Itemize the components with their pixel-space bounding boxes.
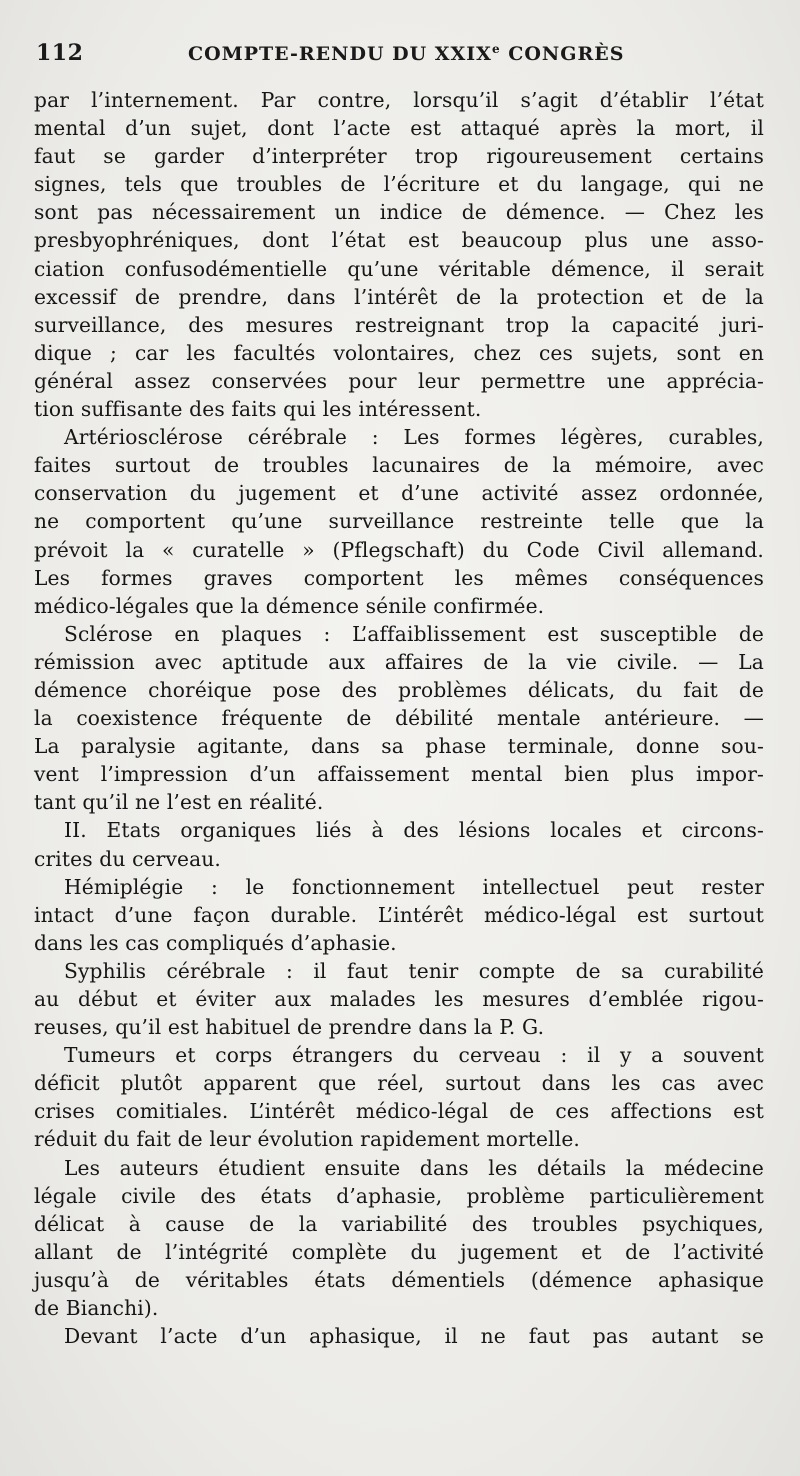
text-line: de Bianchi).: [34, 1296, 159, 1321]
text-line: ne comportent qu’une surveillance restreinte telle que la: [34, 509, 764, 534]
text-line: sont pas nécessairement un indice de démence. — Chez les: [34, 200, 764, 225]
text-line: faites surtout de troubles lacunaires de la mémoire, avec: [34, 453, 764, 478]
text-line: allant de l’intégrité complète du jugement et de l’activité: [34, 1239, 764, 1264]
text-line: Sclérose en plaques : L’affaiblissement est susceptible de: [64, 621, 764, 646]
text-line: crites du cerveau.: [34, 846, 221, 871]
text-line: Tumeurs et corps étrangers du cerveau : il y a souvent: [64, 1043, 764, 1068]
text-line: rémission avec aptitude aux affaires de la vie civile. — La: [34, 649, 764, 674]
text-line: par l’internement. Par contre, lorsqu’il s’agit d’établir l’état: [34, 88, 764, 112]
text-line: Les auteurs étudient ensuite dans les détails la médecine: [64, 1155, 764, 1180]
running-head: [36, 40, 760, 74]
text-line: au début et éviter aux malades les mesures d’emblée rigou-: [34, 987, 764, 1011]
text-line: presbyophréniques, dont l’état est beaucoup plus une asso-: [34, 228, 764, 253]
text-line: conservation du jugement et d’une activité assez ordonnée,: [34, 481, 764, 506]
text-line: Hémiplégie : le fonctionnement intellectuel peut rester: [64, 874, 764, 899]
text-line: tant qu’il ne l’est en réalité.: [34, 790, 324, 815]
text-line: général assez conservées pour leur permettre une apprécia-: [34, 368, 764, 393]
page-number: 112: [36, 40, 84, 66]
text-line: délicat à cause de la variabilité des troubles psychiques,: [34, 1211, 764, 1236]
text-line: réduit du fait de leur évolution rapidement mortelle.: [34, 1127, 580, 1152]
text-line: faut se garder d’interpréter trop rigoureusement certains: [34, 144, 764, 169]
text-line: ciation confusodémentielle qu’une véritable démence, il serait: [34, 256, 764, 281]
text-line: Les formes graves comportent les mêmes conséquences: [34, 565, 764, 590]
running-title: [188, 42, 624, 65]
text-line: excessif de prendre, dans l’intérêt de la protection et de la: [34, 284, 764, 309]
text-line: légale civile des états d’aphasie, problème particulièrement: [34, 1183, 764, 1208]
text-line: mental d’un sujet, dont l’acte est attaqué après la mort, il: [34, 116, 764, 141]
text-line: prévoit la « curatelle » (Pflegschaft) du Code Civil allemand.: [34, 537, 764, 562]
text-line: La paralysie agitante, dans sa phase terminale, donne sou-: [34, 734, 764, 759]
text-line: dans les cas compliqués d’aphasie.: [34, 930, 397, 955]
text-line: crises comitiales. L’intérêt médico-légal de ces affections est: [34, 1099, 764, 1124]
text-line: Devant l’acte d’un aphasique, il ne faut pas autant se: [64, 1324, 764, 1349]
text-line: II. Etats organiques liés à des lésions locales et circons-: [64, 818, 764, 843]
text-line: signes, tels que troubles de l’écriture et du langage, qui ne: [34, 172, 764, 197]
text-line: la coexistence fréquente de débilité mentale antérieure. —: [34, 706, 764, 731]
running-title-main: COMPTE-RENDU DU XXIX: [188, 43, 492, 65]
text-line: médico-légales que la démence sénile confirmée.: [34, 593, 545, 618]
text-line: tion suffisante des faits qui les intéressent.: [34, 397, 482, 422]
text-line: démence choréique pose des problèmes délicats, du fait de: [34, 677, 764, 702]
text-line: Syphilis cérébrale : il faut tenir compte de sa curabilité: [64, 958, 764, 983]
text-line: déficit plutôt apparent que réel, surtout dans les cas avec: [34, 1071, 764, 1096]
text-line: reuses, qu’il est habituel de prendre dans la P. G.: [34, 1015, 545, 1040]
text-line: dique ; car les facultés volontaires, chez ces sujets, sont en: [34, 340, 764, 365]
text-line: Artériosclérose cérébrale : Les formes légères, curables,: [64, 425, 764, 450]
text-line: jusqu’à de véritables états démentiels (démence aphasique: [34, 1267, 764, 1292]
running-title-end: CONGRÈS: [500, 43, 625, 65]
running-title-superscript: e: [491, 42, 501, 56]
body-text: [34, 86, 764, 1350]
text-line: surveillance, des mesures restreignant trop la capacité juri-: [34, 312, 764, 337]
text-line: intact d’une façon durable. L’intérêt médico-légal est surtout: [34, 902, 764, 927]
text-line: vent l’impression d’un affaissement mental bien plus impor-: [34, 762, 764, 787]
